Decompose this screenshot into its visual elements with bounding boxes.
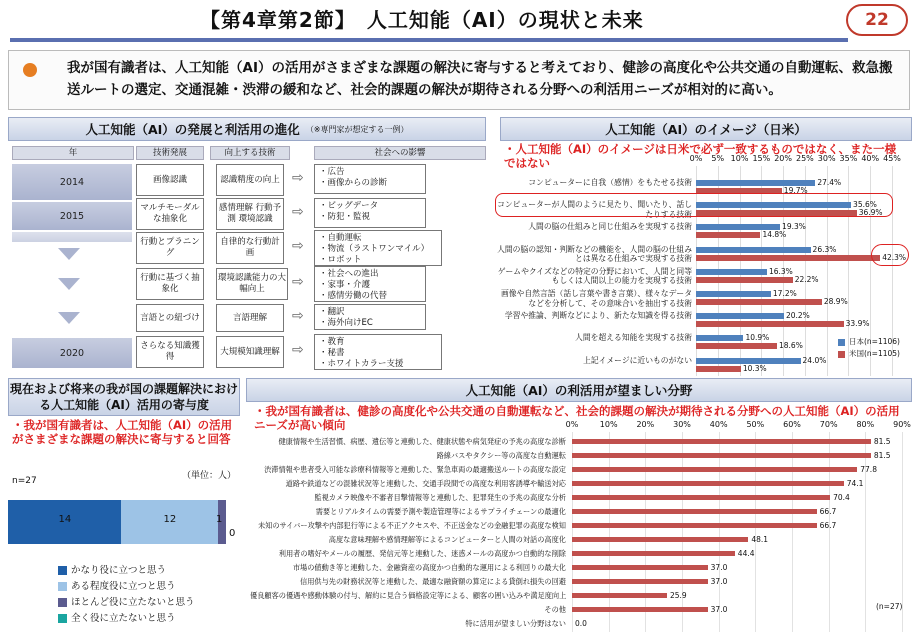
down-arrow-icon	[58, 312, 80, 324]
category-label: 高度な意味理解や感情理解等によるコンピューターと人間の対話の高度化	[328, 535, 566, 544]
axis-tick-label: 50%	[746, 420, 765, 429]
legend-item	[58, 578, 176, 592]
data-label: 66.7	[819, 506, 837, 516]
impact-item: ・防犯・監視	[319, 212, 371, 222]
gridline	[609, 432, 610, 632]
legend-us	[838, 348, 900, 360]
tech-cell: 言語との紐づけ	[136, 304, 204, 332]
legend-label: 米国(n=1105)	[849, 349, 900, 358]
legend-swatch	[58, 598, 67, 607]
axis-tick-label: 45%	[883, 154, 901, 163]
header-tech: 技術発展	[136, 146, 204, 160]
legend-item	[58, 610, 176, 624]
fields-subtitle: ・我が国有識者は、健診の高度化や公共交通の自動運転など、社会的課題の解決が期待される分野への人工知能（AI）の活用ニーズが高い傾向	[254, 404, 900, 432]
improve-cell: 環境認識能力の大幅向上	[216, 268, 288, 300]
timeline-panel-title	[8, 117, 486, 141]
contribution-subtitle: ・我が国有識者は、人工知能（AI）の活用がさまざまな課題の解決に寄与すると回答	[12, 418, 233, 446]
data-label: 20.2%	[785, 311, 810, 321]
impact-item: ・秘書	[319, 348, 345, 358]
category-label: 人間の脳の認知・判断などの機能を、人間の脳の仕組みとは異なる仕組みで実現する技術	[497, 244, 692, 264]
right-arrow-icon: ⇨	[292, 274, 304, 290]
data-label: 35.6%	[853, 200, 877, 210]
category-label: その他	[544, 605, 566, 614]
sample-size: (n=27)	[876, 602, 903, 611]
data-label: 25.9	[669, 590, 687, 600]
data-label: 18.6%	[779, 341, 803, 351]
data-label: 81.5	[873, 436, 891, 446]
category-label: 未知のサイバー攻撃や内部犯行等による不正アクセスや、不正送金などの金融犯罪の高度な検知	[257, 521, 566, 530]
data-label: 66.7	[819, 520, 837, 530]
data-bar	[696, 366, 741, 372]
year-block-2020	[12, 338, 132, 368]
impact-cell	[314, 304, 426, 330]
right-arrow-icon: ⇨	[292, 238, 304, 254]
year-2014: 2014	[59, 176, 85, 188]
impact-item: ・ホワイトカラー支援	[319, 359, 404, 369]
axis-tick-label: 35%	[839, 154, 858, 163]
down-arrow-icon	[58, 248, 80, 260]
category-label: 人間の脳の仕組みと同じ仕組みを実現する技術	[528, 222, 692, 232]
data-bar	[572, 523, 817, 528]
legend-swatch	[58, 614, 67, 623]
axis-tick-label: 15%	[752, 154, 771, 163]
gridline	[792, 432, 793, 632]
timeline-title: 人工知能（AI）の発展と利活用の進化	[85, 122, 300, 137]
header-improve: 向上する技術	[210, 146, 290, 160]
data-bar	[696, 247, 811, 253]
data-bar	[696, 321, 844, 327]
category-label: 人間を超える知能を実現する技術	[575, 333, 692, 343]
legend-japan	[838, 336, 900, 348]
gridline	[645, 432, 646, 632]
data-label: 44.4	[737, 548, 755, 558]
data-bar	[696, 313, 784, 319]
data-label: 19.3%	[782, 222, 806, 232]
data-label: 77.8	[860, 464, 877, 474]
legend-label: 日本(n=1106)	[849, 337, 900, 346]
data-label: 37.0	[710, 576, 728, 586]
legend-label: ほとんど役に立たないと思う	[71, 597, 195, 608]
data-bar	[696, 299, 822, 305]
data-bar	[572, 439, 871, 444]
impact-item: ・自動運転	[319, 233, 362, 243]
data-label: 27.4%	[817, 178, 842, 187]
category-label: 路線バスやタクシー等の高度な自動運転	[436, 451, 566, 460]
gridline	[865, 432, 866, 632]
improve-cell: 大規模知識理解	[216, 336, 284, 368]
header-year: 年	[12, 146, 134, 160]
legend-swatch	[838, 351, 845, 358]
data-label: 36.9%	[858, 208, 883, 218]
segment-label: 1	[215, 514, 223, 525]
impact-cell	[314, 334, 442, 370]
data-label: 42.3%	[882, 252, 907, 262]
legend-label: ある程度役に立つと思う	[71, 581, 176, 592]
data-bar	[696, 343, 777, 349]
data-label: 81.5	[873, 450, 891, 460]
fields-chart	[250, 418, 914, 634]
data-bar	[572, 509, 817, 514]
impact-cell	[314, 164, 426, 194]
legend-swatch	[58, 582, 67, 591]
impact-item: ・社会への進出	[319, 269, 379, 279]
impact-item: ・画像からの診断	[319, 178, 388, 188]
page-number-badge: 22	[846, 4, 908, 36]
category-label: 画像や自然言語（話し言葉や書き言葉）、様々なデータなどを分析して、その意味合いを抽出する技術	[500, 289, 692, 308]
title-underline	[10, 38, 848, 42]
data-label: 16.3%	[768, 266, 793, 276]
improve-cell: 感情理解 行動予測 環境認識	[216, 198, 284, 230]
data-label: 10.9%	[745, 333, 770, 343]
axis-tick-label: 20%	[636, 420, 655, 429]
legend-item	[58, 562, 166, 576]
data-bar	[572, 495, 830, 500]
data-bar	[696, 232, 760, 238]
highlight-frame	[495, 193, 893, 217]
axis-tick-label: 70%	[819, 420, 838, 429]
data-label: 19.7%	[783, 186, 808, 195]
right-arrow-icon: ⇨	[292, 308, 304, 324]
year-band	[12, 232, 132, 242]
segment-label: 0	[229, 528, 236, 539]
data-label: 0.0	[575, 618, 587, 628]
axis-tick-label: 5%	[711, 154, 725, 163]
data-label: 48.1	[751, 534, 769, 544]
data-bar	[696, 291, 771, 297]
tech-cell: 画像認識	[136, 164, 204, 196]
contribution-panel-title: 現在および将来の我が国の課題解決における人工知能（AI）活用の寄与度	[8, 378, 240, 416]
data-label: 14.8%	[762, 230, 787, 240]
category-label: 上記イメージに近いものがない	[583, 355, 692, 365]
highlight-circle	[871, 244, 909, 266]
axis-tick-label: 80%	[856, 420, 875, 429]
right-arrow-icon: ⇨	[292, 342, 304, 358]
axis-tick-label: 0%	[689, 154, 703, 163]
header-impact: 社会への影響	[314, 146, 486, 160]
category-label: 優良顧客の優遇や感動体験の付与、解約に見合う価格設定等による、顧客の囲い込みや満足度向上	[250, 591, 567, 600]
tech-cell: マルチモーダルな抽象化	[136, 198, 204, 230]
impact-item: ・物流（ラストワンマイル）	[319, 244, 430, 254]
category-label: ゲームやクイズなどの特定の分野において、人間と同等もしくは人間以上の能力を実現する技術	[497, 266, 692, 286]
axis-tick-label: 0%	[565, 420, 579, 429]
contribution-n: n=27	[12, 476, 37, 486]
legend-swatch	[838, 339, 845, 346]
axis-tick-label: 30%	[817, 154, 836, 163]
tech-cell: 行動に基づく抽象化	[136, 268, 204, 300]
legend	[838, 336, 900, 360]
improve-cell: 認識精度の向上	[216, 164, 284, 196]
gridline	[719, 432, 720, 632]
year-block-2015	[12, 202, 132, 230]
right-arrow-icon: ⇨	[292, 170, 304, 186]
data-label: 28.9%	[823, 297, 848, 306]
data-bar	[696, 335, 743, 341]
legend-swatch	[58, 566, 67, 575]
category-label: 特に活用が望ましい分野はない	[465, 619, 566, 628]
impact-item: ・広告	[319, 167, 345, 177]
impact-item: ・感情労働の代替	[319, 291, 388, 301]
gridline	[682, 432, 683, 632]
fields-panel-title: 人工知能（AI）の利活用が望ましい分野	[246, 378, 912, 402]
year-2020: 2020	[59, 347, 85, 359]
axis-tick-label: 30%	[673, 420, 691, 429]
data-label: 37.0	[710, 604, 728, 614]
data-bar	[572, 537, 748, 542]
data-label: 33.9%	[845, 319, 870, 329]
data-label: 37.0	[710, 562, 728, 572]
gridline	[829, 432, 830, 632]
axis-tick-label: 40%	[861, 154, 880, 163]
data-label: 22.2%	[794, 274, 819, 284]
impact-item: ・海外向けEC	[319, 318, 373, 328]
category-label: 渋滞情報や患者受入可能な診療科情報等と連動した、緊急車両の最適搬送ルートの高度な設定	[264, 465, 566, 474]
data-label: 24.0%	[802, 355, 827, 365]
data-bar	[572, 453, 871, 458]
bullet-icon	[23, 63, 37, 77]
segment-label: 12	[163, 514, 177, 525]
segment-label: 14	[58, 514, 72, 525]
gridline	[572, 432, 573, 632]
data-label: 26.3%	[812, 244, 837, 254]
data-bar	[572, 551, 735, 556]
data-bar	[572, 607, 708, 612]
year-block-2014	[12, 164, 132, 200]
year-2015: 2015	[59, 210, 85, 222]
improve-cell: 言語理解	[216, 304, 284, 332]
data-label: 70.4	[833, 492, 850, 502]
impact-cell	[314, 230, 442, 266]
data-bar	[572, 593, 667, 598]
impact-item: ・翻訳	[319, 307, 345, 317]
impact-item: ・教育	[319, 337, 345, 347]
ai-image-panel-title: 人工知能（AI）のイメージ（日米）	[500, 117, 912, 141]
data-bar	[696, 255, 880, 261]
axis-tick-label: 90%	[893, 420, 911, 429]
right-arrow-icon: ⇨	[292, 204, 304, 220]
category-label: 市場の値動き等と連動した、金融資産の高度かつ自動的な運用による利回りの最大化	[292, 563, 566, 572]
category-label: 学習や推論、判断などにより、新たな知識を得る技術	[504, 311, 692, 321]
data-label: 17.2%	[772, 289, 797, 298]
data-label: 74.1	[846, 478, 864, 488]
impact-item: ・ビッグデータ	[319, 201, 379, 211]
axis-tick-label: 40%	[709, 420, 728, 429]
data-bar	[572, 565, 708, 570]
axis-tick-label: 10%	[730, 154, 749, 163]
contribution-chart	[8, 492, 236, 554]
legend-item	[58, 594, 195, 608]
summary-text: 我が国有識者は、人工知能（AI）の活用がさまざまな課題の解決に寄与すると考えており、健診の高度化や公共交通の自動運転、救急搬送ルートの選定、交通混雑・渋滞の緩和など、社会的課題の解決が期待される分野への利活用ニーズが相対的に高い。	[67, 60, 893, 98]
data-bar	[696, 269, 767, 275]
data-bar	[572, 481, 844, 486]
impact-cell	[314, 266, 426, 302]
data-label: 10.3%	[742, 363, 767, 373]
ai-image-subtitle: ・人工知能（AI）のイメージは日米で必ず一致するものではなく、また一様ではない	[504, 142, 897, 170]
category-label: 監視カメラ映像や不審者目撃情報等と連動した、犯罪発生の予兆の高度な分析	[314, 493, 566, 502]
legend-label: 全く役に立たないと思う	[71, 613, 176, 624]
contribution-unit: （単位：人）	[182, 471, 237, 481]
data-bar	[572, 579, 708, 584]
category-label: 健康情報や生活習慣、病歴、遺伝等と連動した、健康状態や病気発症の予兆の高度な診断	[278, 437, 566, 446]
category-label: 利用者の嗜好やメールの履歴、発信元等と連動した、迷惑メールの高度かつ自動的な削除	[278, 549, 566, 558]
gridline	[755, 432, 756, 632]
axis-tick-label: 20%	[774, 154, 792, 163]
category-label: コンピューターが人間のように見たり、聞いたり、話したりする技術	[497, 200, 692, 219]
tech-cell: さらなる知識獲得	[136, 336, 204, 368]
tech-cell: 行動とプラニング	[136, 232, 204, 264]
impact-item: ・ロボット	[319, 255, 362, 265]
axis-tick-label: 25%	[795, 154, 814, 163]
impact-cell	[314, 198, 426, 228]
axis-tick-label: 60%	[783, 420, 801, 429]
legend-label: かなり役に立つと思う	[71, 565, 167, 576]
data-bar	[696, 277, 793, 283]
category-label: 需要とリアルタイムの需要予測や製造管理等によるサプライチェーンの最適化	[315, 507, 566, 516]
axis-tick-label: 10%	[599, 420, 618, 429]
category-label: コンピューターに自我（感情）をもたせる技術	[528, 178, 692, 187]
category-label: 信用供与先の財務状況等と連動した、最適な融資額の算定による貸倒れ損失の回避	[300, 577, 566, 586]
category-label: 道路や鉄道などの混雑状況等と連動した、交通手段間での高度な利用客誘導や輸送対応	[285, 479, 566, 488]
data-bar	[572, 467, 857, 472]
down-arrow-icon	[58, 278, 80, 290]
page-title: 【第4章第2節】 人工知能（AI）の現状と未来	[200, 8, 644, 32]
timeline-note: （※専門家が想定する一例）	[305, 124, 409, 134]
summary-box	[8, 50, 910, 110]
impact-item: ・家事・介護	[319, 280, 371, 290]
improve-cell: 自律的な行動計画	[216, 232, 284, 264]
